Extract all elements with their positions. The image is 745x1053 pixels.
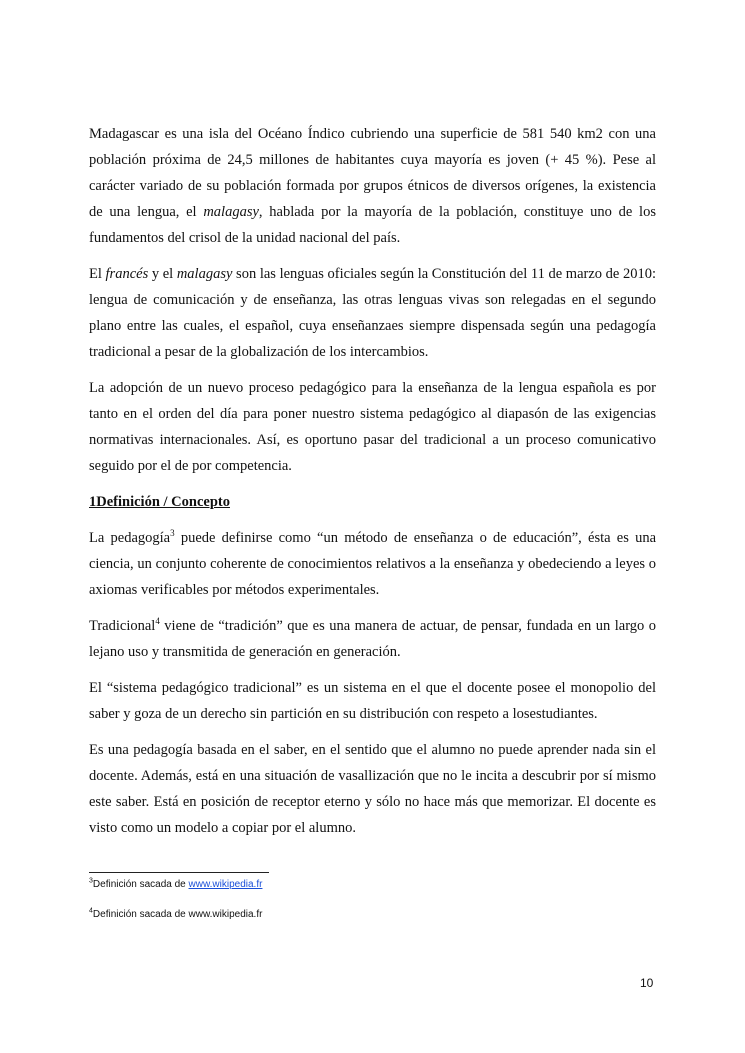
paragraph-text: La pedagogía — [89, 530, 171, 546]
footnote-text: Definición sacada de www.wikipedia.fr — [92, 909, 263, 920]
paragraph-tradicional — [89, 613, 656, 665]
page-number: 10 — [640, 976, 654, 990]
italic-term: malagasy — [176, 266, 233, 282]
paragraph-pedagogia — [89, 525, 656, 603]
paragraph-adoption: La adopción de un nuevo proceso pedagógico para la enseñanza de la lengua española es por tanto en el orden del día para poner nuestro sistema pedagógico al diapasón de las exigencias normativas internacionales. Así, es oportuno pasar del tradicional a un proceso comunicativo seguido por el de por competencia. — [89, 380, 656, 474]
footnote-number: 3 — [89, 877, 93, 885]
footnote-separator — [89, 872, 269, 873]
footnote-text: Definición sacada de — [92, 879, 189, 890]
paragraph-text: viene de “tradición” que es una manera de actuar, de pensar, fundada en un largo o lejano uso y transmitida de generación en generación. — [89, 618, 656, 660]
section-heading: 1Definición / Concepto — [89, 494, 230, 510]
italic-term: malagasy — [203, 204, 259, 220]
italic-term: francés — [105, 266, 149, 282]
paragraph-text: son las lenguas oficiales según la Constitución del 11 de marzo de 2010: lengua de comunicación y de enseñanza, las otras lenguas vivas son relegadas en el segundo plano entre las cuales, el español, cuya enseñanzaes siempre dispensada según una pedagogía tradicional a pesar de la globalización de los intercambios. — [89, 266, 657, 360]
paragraph-saber: Es una pedagogía basada en el saber, en el sentido que el alumno no puede aprender nada sin el docente. Además, está en una situación de vasallización que no le incita a descubrir por sí mismo este saber. Está en posición de receptor eterno y sólo no hace más que memorizar. El docente es visto como un modelo a copiar por el alumno. — [89, 742, 656, 836]
paragraph-madagascar — [89, 121, 656, 251]
footnote-number: 4 — [89, 907, 93, 915]
paragraph-text: puede definirse como “un método de enseñanza o de educación”, ésta es una ciencia, un conjunto coherente de conocimientos relativos a la enseñanza y obedeciendo a leyes o axiomas verificables por métodos experimentales. — [89, 530, 657, 598]
paragraph-text: El — [89, 266, 106, 282]
paragraph-official-languages — [89, 261, 656, 365]
paragraph-text: Tradicional — [89, 618, 156, 634]
paragraph-text: y el — [148, 266, 177, 282]
footnote-ref-3[interactable]: 3 — [170, 528, 175, 539]
footnote-ref-4[interactable]: 4 — [155, 616, 160, 627]
paragraph-text: , hablada por la mayoría de la población, constituye uno de los fundamentos del crisol de la unidad nacional del país. — [89, 204, 656, 246]
paragraph-text: Madagascar es una isla del Océano Índico cubriendo una superficie de 581 540 km2 con una población próxima de 24,5 millones de habitantes cuya mayoría es joven (+ 45 %). Pese al carácter variado de su población formada por grupos étnicos de diversos orígenes, la existencia de una lengua, el — [89, 126, 656, 220]
footnote-3 — [89, 879, 262, 890]
footnote-4 — [89, 909, 262, 920]
paragraph-sistema: El “sistema pedagógico tradicional” es un sistema en el que el docente posee el monopolio del saber y goza de un derecho sin partición en su distribución con respeto a losestudiantes. — [89, 680, 656, 722]
wikipedia-link[interactable]: www.wikipedia.fr — [188, 879, 263, 890]
document-body — [89, 121, 656, 851]
